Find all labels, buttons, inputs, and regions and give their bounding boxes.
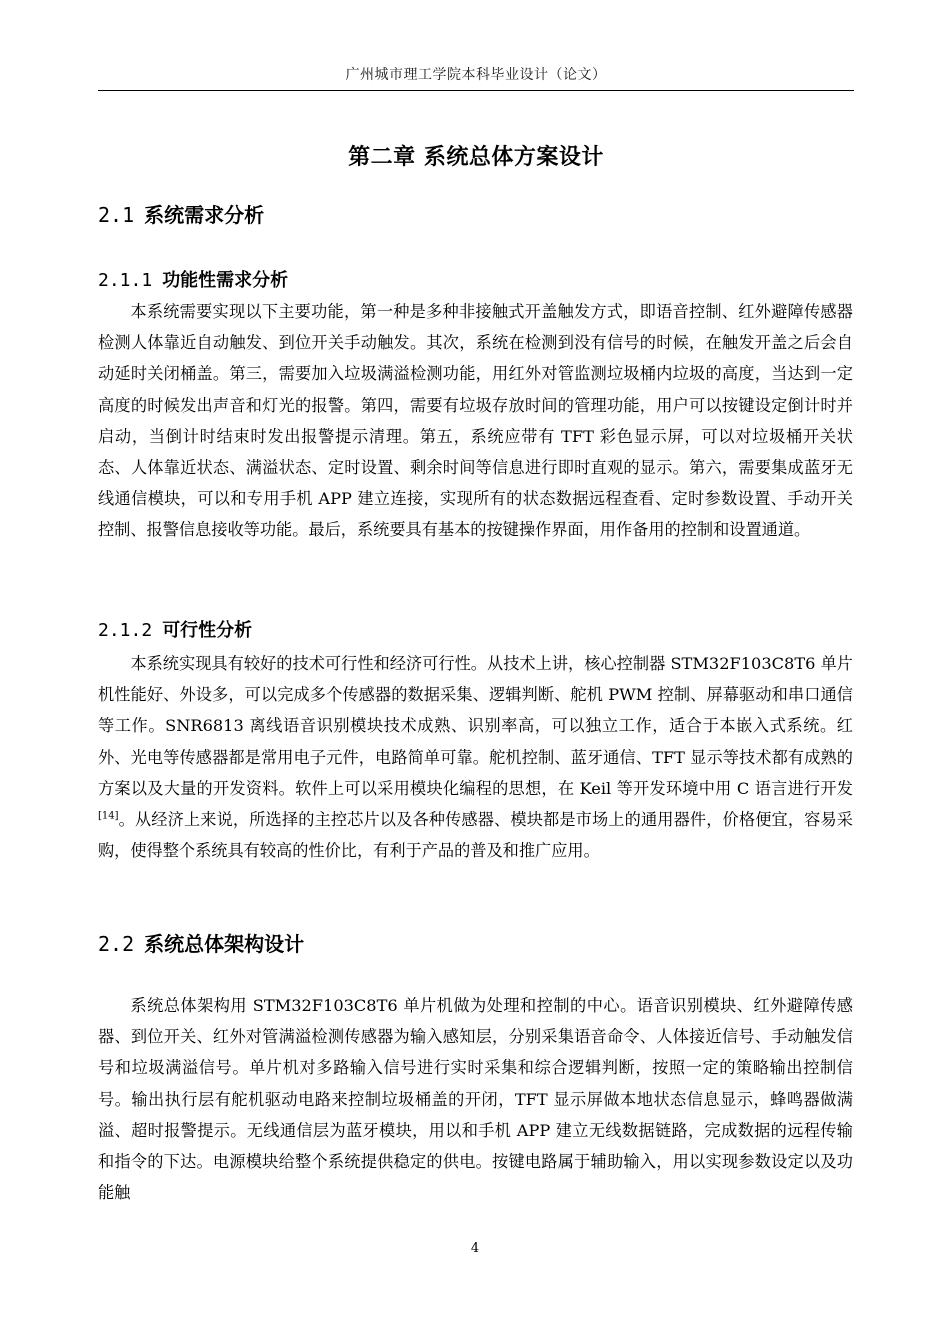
subsection-number: 2.1.1 [98, 270, 153, 291]
page-number: 4 [470, 1241, 480, 1256]
paragraph-feasibility [98, 648, 853, 866]
section-heading-2-2 [98, 929, 304, 959]
feasibility-text: 本系统实现具有较好的技术可行性和经济可行性。从技术上讲，核心控制器 STM32F103C8T6 单片机性能好、外设多，可以完成多个传感器的数据采集、逻辑判断、舵机 PWM 控制、屏幕驱动和串口通信等工作。SNR6813 离线语音识别模块技术成熟、识别率高，可以独立工作，适合于本嵌入式系统。红外、光电等传感器都是常用电子元件，电路简单可靠。舵机控制、蓝牙通信、TFT 显示等技术都有成熟的方案以及大量的开发资料。软件上可以采用模块化编程的思想，在 Keil 等开发环境中用 C 语言进行开发 [98, 654, 853, 798]
subsection-heading-2-1-2 [98, 616, 252, 646]
subsection-title: 可行性分析 [162, 620, 253, 641]
section-number: 2.2 [98, 932, 135, 956]
section-heading-2-1 [98, 200, 264, 230]
paragraph-architecture: 系统总体架构用 STM32F103C8T6 单片机做为处理和控制的中心。语音识别模块、红外避障传感器、到位开关、红外对管满溢检测传感器为输入感知层，分别采集语音命令、人体接近信号、手动触发信号和垃圾满溢信号。单片机对多路输入信号进行实时采集和综合逻辑判断，按照一定的策略输出控制信号。输出执行层有舵机驱动电路来控制垃圾桶盖的开闭，TFT 显示屏做本地状态信息显示，蜂鸣器做满溢、超时报警提示。无线通信层为蓝牙模块，用以和手机 APP 建立无线数据链路，完成数据的远程传输和指令的下达。电源模块给整个系统提供稳定的供电。按键电路属于辅助输入，用以实现参数设定以及功能触 [98, 996, 853, 1203]
subsection-heading-2-1-1 [98, 266, 288, 296]
section-title: 系统总体架构设计 [144, 932, 305, 956]
chapter-title: 第二章 系统总体方案设计 [348, 144, 604, 170]
paragraph-functional-requirements: 本系统需要实现以下主要功能，第一种是多种非接触式开盖触发方式，即语音控制、红外避障传感器检测人体靠近自动触发、到位开关手动触发。其次，系统在检测到没有信号的时候，在触发开盖之后会自动延时关闭桶盖。第三，需要加入垃圾满溢检测功能，用红外对管监测垃圾桶内垃圾的高度，当达到一定高度的时候发出声音和灯光的报警。第四，需要有垃圾存放时间的管理功能，用户可以按键设定倒计时并启动，当倒计时结束时发出报警提示清理。第五，系统应带有 TFT 彩色显示屏，可以对垃圾桶开关状态、人体靠近状态、满溢状态、定时设置、剩余时间等信息进行即时直观的显示。第六，需要集成蓝牙无线通信模块，可以和专用手机 APP 建立连接，实现所有的状态数据远程查看、定时参数设置、手动开关控制、报警信息接收等功能。最后，系统要具有基本的按键操作界面，用作备用的控制和设置通道。 [98, 302, 853, 540]
subsection-number: 2.1.2 [98, 620, 153, 641]
feasibility-text-tail: 。从经济上来说，所选择的主控芯片以及各种传感器、模块都是市场上的通用器件，价格便宜，容易采购，使得整个系统具有较高的性价比，有利于产品的普及和推广应用。 [98, 810, 853, 861]
citation-ref: [14] [98, 810, 119, 822]
subsection-title: 功能性需求分析 [162, 270, 289, 291]
running-header-text: 广州城市理工学院本科毕业设计（论文） [345, 67, 607, 83]
section-title: 系统需求分析 [144, 203, 265, 227]
section-number: 2.1 [98, 203, 135, 227]
running-header [98, 66, 854, 91]
